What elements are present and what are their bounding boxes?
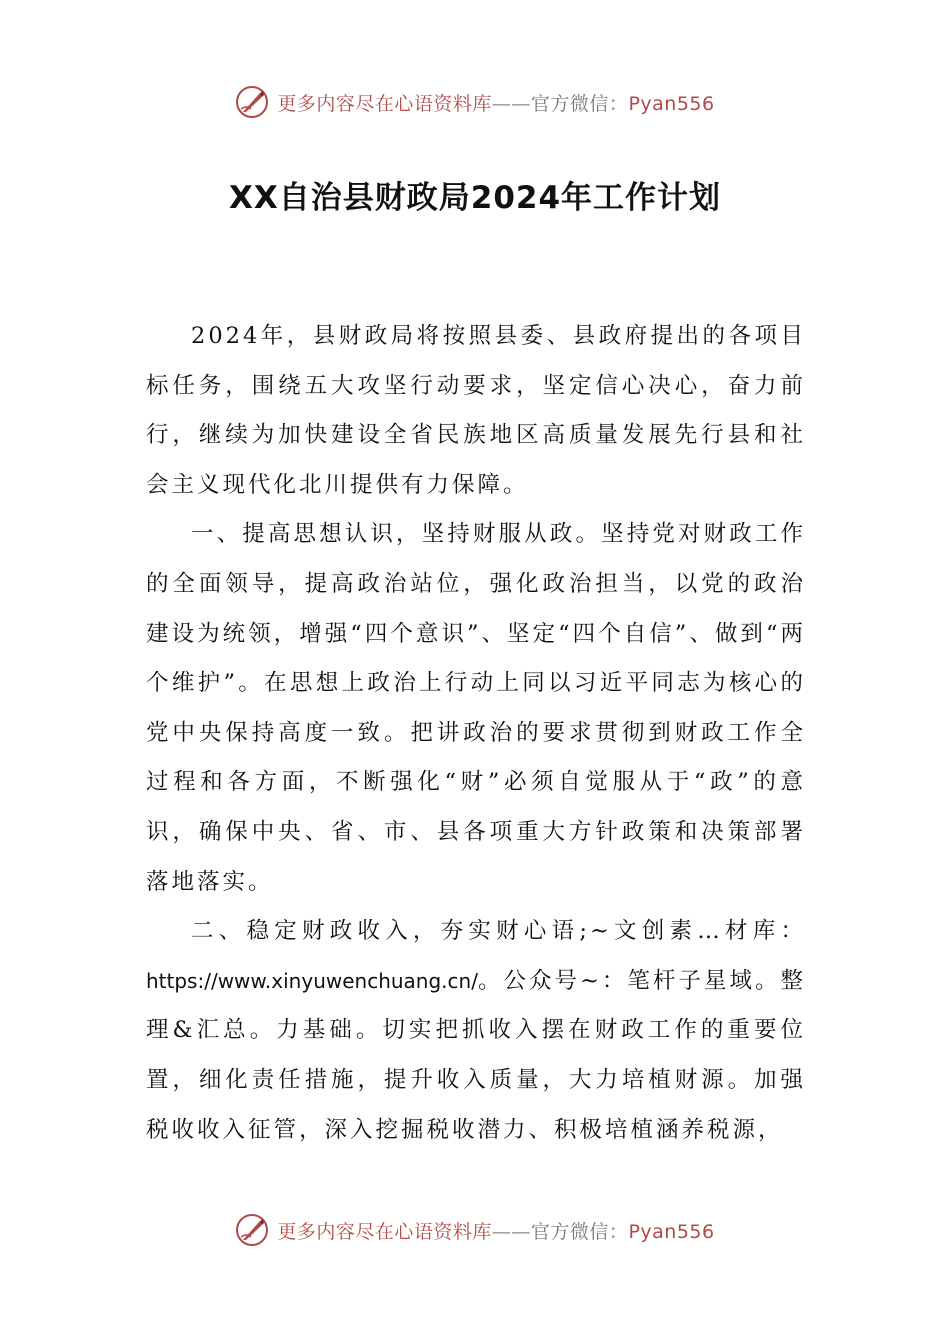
document-title: XX自治县财政局2024年工作计划 [228, 180, 722, 216]
source-url-link[interactable]: https://www.xinyuwenchuang.cn/ [146, 968, 478, 993]
paragraph-section-one: 一、提高思想认识，坚持财服从政。坚持党对财政工作的全面领导，提高政治站位，强化政治担当，以党的政治建设为统领，增强“四个意识”、坚定“四个自信”、做到“两个维护”。在思想上政治上行动上同以习近平同志为核心的党中央保持高度一致。把讲政治的要求贯彻到财政工作全过程和各方面，不断强化“财”必须自觉服从于“政”的意识，确保中央、省、市、县各项重大方针政策和决策部署落地落实。 [146, 521, 806, 895]
watermark-label: 官方微信： [530, 1220, 629, 1243]
document-body [146, 312, 806, 1155]
watermark-label: 官方微信： [530, 92, 629, 115]
watermark-text [277, 89, 714, 116]
watermark-handle: Pyan556 [628, 92, 715, 115]
watermark-header [0, 82, 950, 122]
paragraph-section-two [146, 907, 806, 1155]
watermark-brand: 更多内容尽在心语资料库 [277, 92, 492, 115]
quill-pen-logo-icon [235, 85, 269, 119]
watermark-footer [0, 1210, 950, 1250]
watermark-dash: —— [491, 92, 531, 115]
section-two-rest: 。公众号~：笔杆子星域。整理&汇总。力基础。切实把抓收入摆在财政工作的重要位置，细化责任措施，提升收入质量，大力培植财源。加强税收收入征管，深入挖掘税收潜力、积极培植涵养税源， [146, 967, 806, 1143]
watermark-dash: —— [491, 1220, 531, 1243]
section-two-lead: 二、稳定财政收入，夯实财心语;~文创素…材库： [191, 918, 806, 945]
watermark-handle: Pyan556 [628, 1220, 715, 1243]
watermark-text [277, 1217, 714, 1244]
watermark-brand: 更多内容尽在心语资料库 [277, 1220, 492, 1243]
paragraph-intro: 2024年，县财政局将按照县委、县政府提出的各项目标任务，围绕五大攻坚行动要求，坚定信心决心，奋力前行，继续为加快建设全省民族地区高质量发展先行县和社会主义现代化北川提供有力保障。 [146, 323, 806, 498]
quill-pen-logo-icon [235, 1213, 269, 1247]
